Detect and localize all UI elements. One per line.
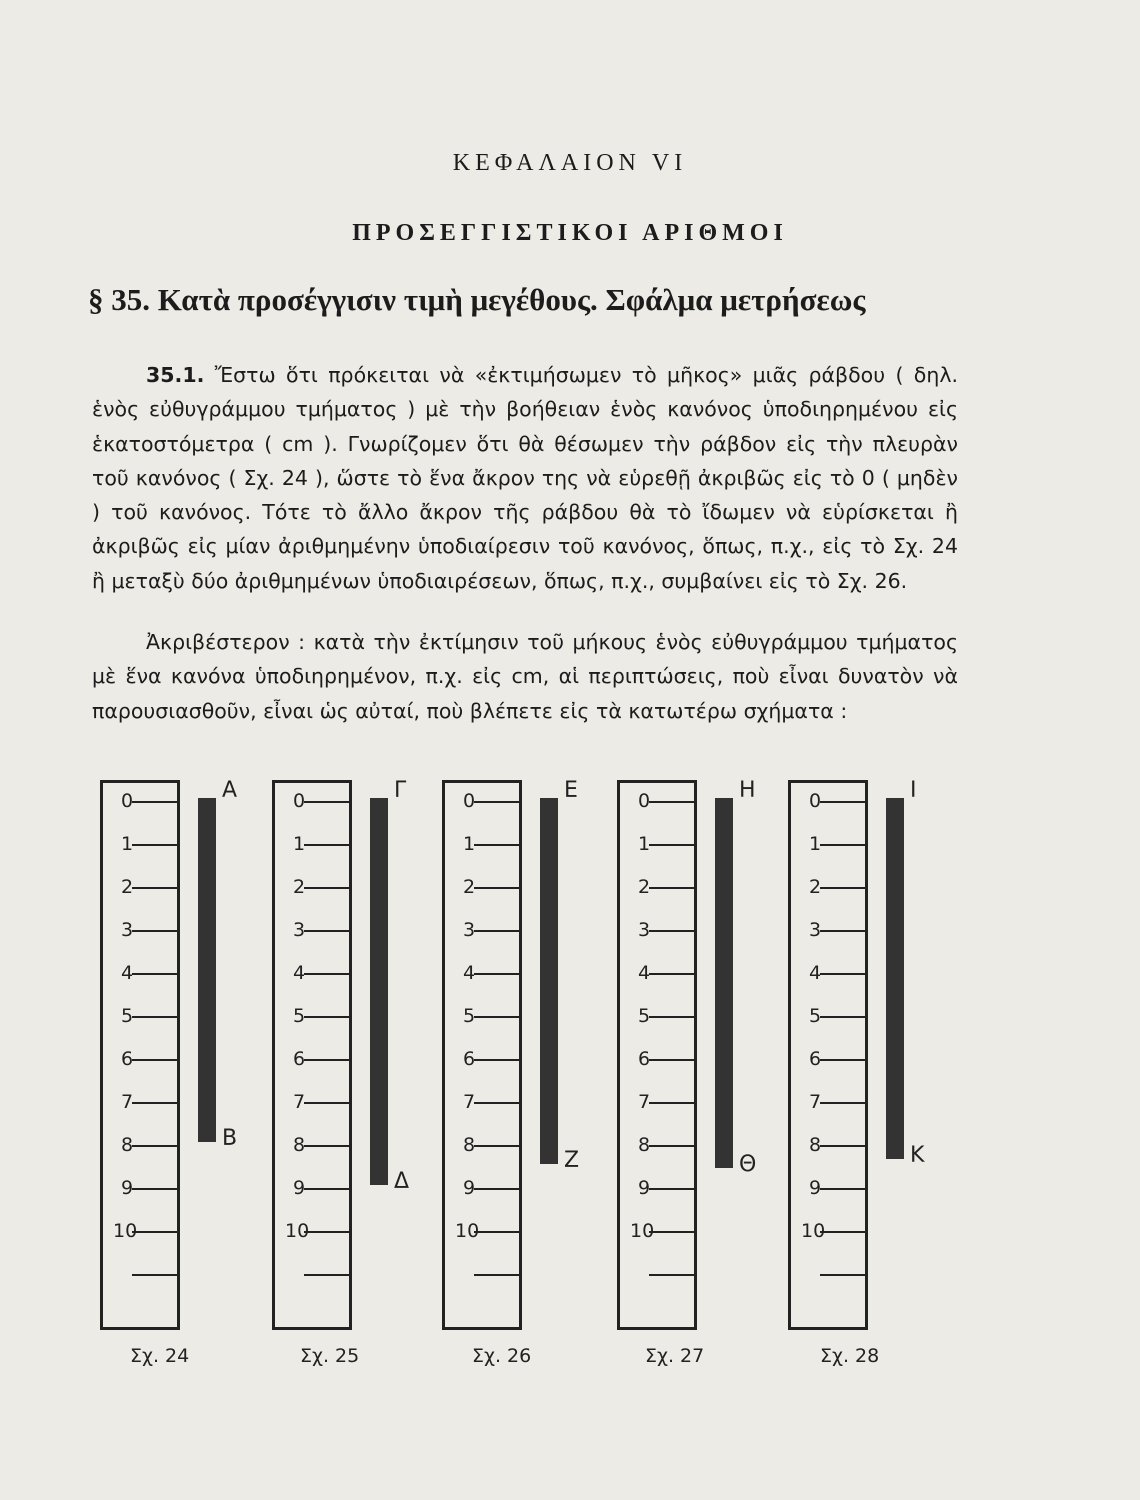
tick-label: 8: [121, 1134, 134, 1156]
figure-caption: Σχ. 27: [645, 1345, 705, 1367]
tick-label: 4: [293, 962, 306, 984]
tick-label: 7: [638, 1091, 651, 1113]
ruler: [788, 780, 868, 1330]
tick-label: 7: [463, 1091, 476, 1113]
tick-label: 0: [809, 790, 822, 812]
ruler-tick: [132, 973, 177, 975]
ruler-tick: [649, 887, 694, 889]
ruler-tick: [304, 1274, 349, 1276]
ruler-tick: [649, 1059, 694, 1061]
paragraph-2: Ἀκριβέστερον : κατὰ τὴν ἐκτίμησιν τοῦ μήκους ἑνὸς εὐθυγράμμου τμήματος μὲ ἕνα κανόνα ὑποδιηρημένον, π.χ. εἰς cm, αἱ περιπτώσεις, ποὺ εἶναι δυνατὸν νὰ παρουσιασθοῦν, εἶναι ὡς αὐταί, ποὺ βλέπετε εἰς τὰ κατωτέρω σχήματα :: [92, 630, 958, 723]
ruler-tick: [649, 1188, 694, 1190]
ruler-tick: [132, 1274, 177, 1276]
ruler-tick: [649, 844, 694, 846]
rod: [715, 798, 733, 1168]
ruler-tick: [474, 887, 519, 889]
ruler-tick: [649, 1274, 694, 1276]
figure-caption: Σχ. 26: [472, 1345, 532, 1367]
tick-label: 2: [121, 876, 134, 898]
tick-label: 0: [293, 790, 306, 812]
figure-5: [788, 780, 958, 1340]
tick-label: 8: [638, 1134, 651, 1156]
ruler-tick: [304, 930, 349, 932]
ruler-tick: [820, 973, 865, 975]
ruler-tick: [304, 887, 349, 889]
tick-label: 5: [809, 1005, 822, 1027]
ruler-tick: [649, 801, 694, 803]
ruler-tick: [474, 801, 519, 803]
tick-label: 1: [638, 833, 651, 855]
rod-top-letter: Ι: [910, 778, 917, 803]
tick-label: 9: [293, 1177, 306, 1199]
figure-3: [442, 780, 612, 1340]
paragraph-label: 35.1.: [146, 363, 205, 387]
tick-label: 9: [121, 1177, 134, 1199]
tick-label: 4: [121, 962, 134, 984]
tick-label: 9: [809, 1177, 822, 1199]
tick-label: 6: [463, 1048, 476, 1070]
rod-bottom-letter: Β: [222, 1126, 238, 1151]
tick-label: 5: [121, 1005, 134, 1027]
ruler-tick: [132, 887, 177, 889]
ruler-tick: [474, 1274, 519, 1276]
tick-label: 3: [809, 919, 822, 941]
tick-label: 8: [293, 1134, 306, 1156]
ruler-tick: [649, 930, 694, 932]
ruler-tick: [132, 1188, 177, 1190]
tick-label: 6: [293, 1048, 306, 1070]
ruler-tick: [304, 801, 349, 803]
chapter-title: ΠΡΟΣΕΓΓΙΣΤΙΚΟΙ ΑΡΙΘΜΟΙ: [352, 220, 788, 246]
tick-label: 7: [121, 1091, 134, 1113]
rod: [886, 798, 904, 1159]
tick-label: 2: [638, 876, 651, 898]
rod-bottom-letter: Κ: [910, 1143, 925, 1169]
tick-label: 10: [801, 1220, 826, 1242]
tick-label: 0: [121, 790, 134, 812]
ruler-tick: [132, 1016, 177, 1018]
ruler-tick: [474, 973, 519, 975]
section-heading: § 35. Κατὰ προσέγγισιν τιμὴ μεγέθους. Σφάλμα μετρήσεως: [88, 282, 866, 317]
ruler: [617, 780, 697, 1330]
ruler-tick: [820, 1102, 865, 1104]
rod-bottom-letter: Δ: [394, 1169, 410, 1194]
figure-caption: Σχ. 25: [300, 1345, 360, 1367]
ruler-tick: [649, 1231, 694, 1233]
tick-label: 4: [638, 962, 651, 984]
tick-label: 10: [455, 1220, 480, 1242]
ruler-tick: [474, 1016, 519, 1018]
ruler-tick: [132, 801, 177, 803]
tick-label: 1: [809, 833, 822, 855]
figure-4: [617, 780, 787, 1340]
tick-label: 3: [121, 919, 134, 941]
tick-label: 2: [463, 876, 476, 898]
tick-label: 7: [809, 1091, 822, 1113]
rod-top-letter: Η: [739, 778, 756, 803]
ruler-tick: [474, 844, 519, 846]
ruler-tick: [820, 1059, 865, 1061]
tick-label: 4: [809, 962, 822, 984]
ruler-tick: [820, 1016, 865, 1018]
ruler-tick: [474, 1059, 519, 1061]
ruler-tick: [649, 973, 694, 975]
ruler-tick: [820, 1188, 865, 1190]
ruler-tick: [820, 1145, 865, 1147]
ruler-tick: [820, 930, 865, 932]
ruler-tick: [304, 973, 349, 975]
ruler-tick: [649, 1016, 694, 1018]
ruler-tick: [304, 1102, 349, 1104]
tick-label: 4: [463, 962, 476, 984]
ruler-tick: [132, 1102, 177, 1104]
ruler-tick: [820, 844, 865, 846]
rod-bottom-letter: Ζ: [564, 1147, 580, 1173]
ruler-tick: [304, 1188, 349, 1190]
ruler-tick: [132, 1231, 177, 1233]
tick-label: 9: [638, 1177, 651, 1199]
ruler-tick: [820, 1274, 865, 1276]
ruler-tick: [304, 844, 349, 846]
paragraph-1: [92, 358, 958, 598]
tick-label: 1: [121, 833, 134, 855]
tick-label: 3: [463, 919, 476, 941]
ruler-tick: [474, 1102, 519, 1104]
tick-label: 3: [638, 919, 651, 941]
tick-label: 7: [293, 1091, 306, 1113]
tick-label: 10: [630, 1220, 655, 1242]
paragraph-1-text: Ἔστω ὅτι πρόκειται νὰ «ἐκτιμήσωμεν τὸ μῆκος» μιᾶς ράβδου ( δηλ. ἑνὸς εὐθυγράμμου τμήματος ) μὲ τὴν βοήθειαν ἑνὸς κανόνος ὑποδιηρημένου εἰς ἑκατοστόμετρα ( cm ). Γνωρίζομεν ὅτι θὰ θέσωμεν τὴν ράβδον εἰς τὴν πλευρὰν τοῦ κανόνος ( Σχ. 24 ), ὥστε τὸ ἕνα ἄκρον της νὰ εὑρεθῇ ἀκριβῶς εἰς τὸ 0 ( μηδὲν ) τοῦ κανόνος. Τότε τὸ ἄλλο ἄκρον τῆς ράβδου θὰ τὸ ἴδωμεν νὰ εὑρίσκεται ἢ ἀκριβῶς εἰς μίαν ἀριθμημένην ὑποδιαίρεσιν τοῦ κανόνος, ὅπως, π.χ., εἰς τὸ Σχ. 24 ἢ μεταξὺ δύο ἀριθμημένων ὑποδιαιρέσεων, ὅπως, π.χ., συμβαίνει εἰς τὸ Σχ. 26.: [92, 363, 958, 593]
ruler-tick: [649, 1102, 694, 1104]
tick-label: 10: [113, 1220, 138, 1242]
rod-top-letter: Α: [222, 778, 238, 803]
tick-label: 6: [809, 1048, 822, 1070]
ruler-tick: [474, 1188, 519, 1190]
figure-caption: Σχ. 24: [130, 1345, 190, 1367]
ruler: [100, 780, 180, 1330]
ruler: [442, 780, 522, 1330]
ruler-tick: [820, 801, 865, 803]
ruler-tick: [474, 930, 519, 932]
rod-top-letter: Ε: [564, 778, 578, 803]
ruler-tick: [132, 1059, 177, 1061]
ruler: [272, 780, 352, 1330]
chapter-heading: ΚΕΦΑΛΑΙΟΝ VI: [452, 150, 688, 176]
figure-caption: Σχ. 28: [820, 1345, 880, 1367]
tick-label: 5: [638, 1005, 651, 1027]
ruler-tick: [304, 1231, 349, 1233]
ruler-tick: [304, 1145, 349, 1147]
ruler-tick: [649, 1145, 694, 1147]
tick-label: 8: [463, 1134, 476, 1156]
figure-1: [100, 780, 270, 1340]
ruler-tick: [304, 1059, 349, 1061]
ruler-tick: [132, 1145, 177, 1147]
ruler-tick: [820, 1231, 865, 1233]
tick-label: 3: [293, 919, 306, 941]
rod-bottom-letter: Θ: [739, 1151, 757, 1177]
ruler-tick: [132, 844, 177, 846]
tick-label: 10: [285, 1220, 310, 1242]
tick-label: 0: [463, 790, 476, 812]
ruler-tick: [474, 1231, 519, 1233]
tick-label: 5: [293, 1005, 306, 1027]
ruler-tick: [474, 1145, 519, 1147]
rod: [540, 798, 558, 1164]
tick-label: 0: [638, 790, 651, 812]
tick-label: 8: [809, 1134, 822, 1156]
tick-label: 2: [293, 876, 306, 898]
tick-label: 1: [463, 833, 476, 855]
tick-label: 2: [809, 876, 822, 898]
tick-label: 5: [463, 1005, 476, 1027]
rod-top-letter: Γ: [394, 778, 407, 803]
tick-label: 9: [463, 1177, 476, 1199]
tick-label: 6: [121, 1048, 134, 1070]
tick-label: 6: [638, 1048, 651, 1070]
rod: [370, 798, 388, 1185]
rod: [198, 798, 216, 1142]
ruler-tick: [820, 887, 865, 889]
tick-label: 1: [293, 833, 306, 855]
ruler-tick: [304, 1016, 349, 1018]
ruler-tick: [132, 930, 177, 932]
figure-2: [272, 780, 442, 1340]
